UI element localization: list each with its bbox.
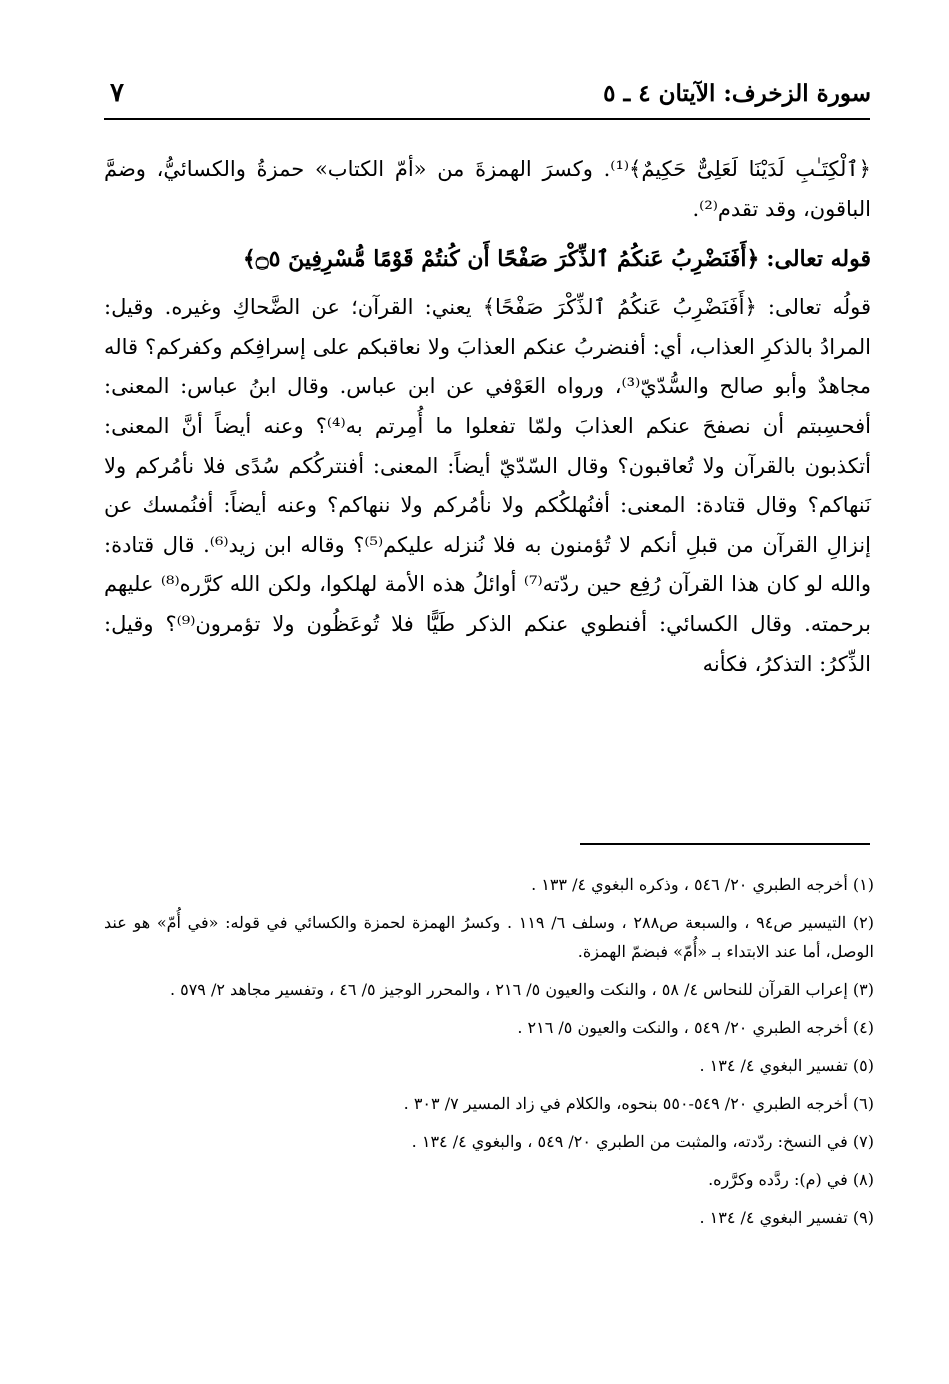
paragraph-2: قولُه تعالى: ﴿أَفَنَضْرِبُ عَنكُمُ ٱلذِّكْرَ صَفْحًا﴾ يعني: القرآن؛ عن الضَّحاكِ وغيره. وقيل: المرادُ بالذكرِ العذاب، أي: أفنضربُ عنكم العذابَ ولا نعاقبكم على إسرافِكم وكفركم؟ قاله مجاهدٌ وأبو صالح والسُّدّيّ⁽³⁾، ورواه العَوْفي عن ابن عباس. وقال ابنُ عباس: المعنى: أفحسِبتم أن نصفحَ عنكم العذابَ ولمّا تفعلوا ما أُمِرتم به⁽⁴⁾؟ وعنه أيضاً أنَّ المعنى: أتكذبون بالقرآن ولا تُعاقبون؟ وقال السّدّيّ أيضاً: المعنى: أفنتركُكم سُدًى فلا نأمُركم ولا نَنهاكم؟ وقال قتادة: المعنى: أفنُهلكُكم ولا نأمُركم ولا ننهاكم؟ وعنه أيضاً: أفنُمسك عن إنزالِ القرآن من قبلِ أنكم لا تُؤمنون به فلا نُنزله عليكم⁽⁵⁾؟ وقاله ابن زيد⁽⁶⁾. قال قتادة: والله لو كان هذا القرآن رُفِع حين ردّته⁽⁷⁾ أوائلُ هذه الأمة لهلكوا، ولكن الله كرَّره⁽⁸⁾ عليهم برحمته. وقال الكسائي: أفنطوي عنكم الذكر طَيًّا فلا تُوعَظُون ولا تؤمرون⁽⁹⁾؟ وقيل: الذِّكرُ: التذكرُ، فكأنه xyxy=(104,295,871,676)
header-title: سورة الزخرف: الآيتان ٤ ـ ٥ xyxy=(603,80,871,107)
footnote-9: (٩) تفسير البغوي ٤/ ١٣٤ . xyxy=(699,1208,874,1227)
footnote-1: (١) أخرجه الطبري ٢٠/ ٥٤٦ ، وذكره البغوي ٤/ ١٣٣ . xyxy=(531,875,874,894)
footnote-8: (٨) في (م): ردَّده وكرَّره. xyxy=(708,1170,874,1189)
page-number: ٧ xyxy=(110,78,124,108)
footnotes xyxy=(104,870,874,1241)
footnote-divider xyxy=(580,843,870,845)
running-header xyxy=(106,78,871,118)
verse-text: ﴿أَفَنَضْرِبُ عَنكُمُ ٱلذِّكْرَ صَفْحًا أَن كُنتُمْ قَوْمًا مُّسْرِفِينَ ۝٥﴾ xyxy=(242,246,760,273)
footnote-7: (٧) في النسخ: ردّدته، والمثبت من الطبري ٢٠/ ٥٤٩ ، والبغوي ٤/ ١٣٤ . xyxy=(411,1132,874,1151)
main-text xyxy=(104,150,871,684)
verse-heading xyxy=(104,239,871,280)
footnote-3: (٣) إعراب القرآن للنحاس ٤/ ٥٨ ، والنكت والعيون ٥/ ٢١٦ ، والمحرر الوجيز ٥/ ٤٦ ، وتفسير مجاهد ٢/ ٥٧٩ . xyxy=(169,980,874,999)
footnote-6: (٦) أخرجه الطبري ٢٠/ ٥٤٩-٥٥٠ بنحوه، والكلام في زاد المسير ٧/ ٣٠٣ . xyxy=(403,1094,874,1113)
footnote-4: (٤) أخرجه الطبري ٢٠/ ٥٤٩ ، والنكت والعيون ٥/ ٢١٦ . xyxy=(517,1018,874,1037)
footnote-5: (٥) تفسير البغوي ٤/ ١٣٤ . xyxy=(699,1056,874,1075)
verse-intro: قوله تعالى: xyxy=(766,246,871,273)
footnote-2: (٢) التيسير ص٩٤ ، والسبعة ص٢٨٨ ، وسلف ٦/ ١١٩ . وكسرُ الهمزة لحمزة والكسائي في قوله: «في أُمّ» هو عند الوصل، أما عند الابتداء بـ «أُمّ» فبضمّ الهمزة. xyxy=(104,913,875,961)
header-divider xyxy=(104,118,870,120)
paragraph-1: ﴿ٱلْكِتَـٰبِ لَدَيْنَا لَعَلِىٌّ حَكِيمٌ﴾⁽¹⁾. وكسرَ الهمزةَ من «أمّ الكتاب» حمزةُ والكسائيُّ، وضمَّ الباقون، وقد تقدم⁽²⁾. xyxy=(104,157,871,221)
